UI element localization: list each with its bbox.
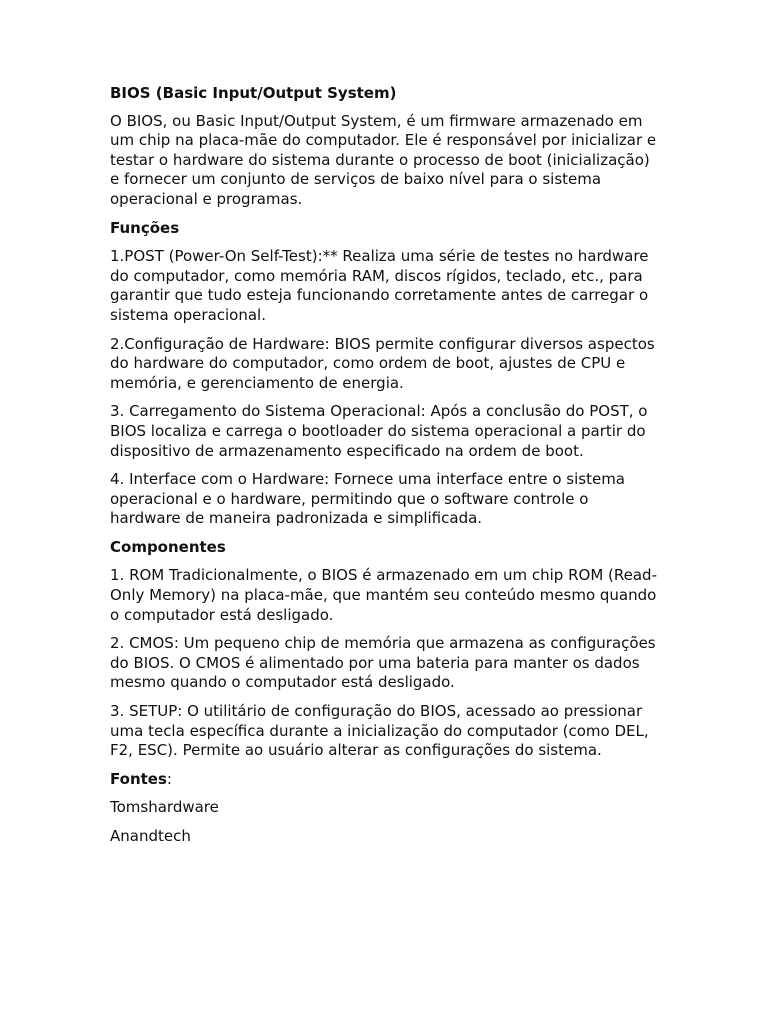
funcoes-heading: Funções [110,218,180,237]
funcoes-item-1: 1.POST (Power-On Self-Test):** Realiza uma série de testes no hardware do computador, como memória RAM, discos rígidos, teclado, etc., para garantir que tudo esteja funcionando corretamente antes de carregar o sistema operacional. [110,247,649,324]
fontes-colon: : [166,769,172,788]
fontes-item-1: Tomshardware [110,798,219,817]
componentes-item-1: 1. ROM Tradicionalmente, o BIOS é armazenado em um chip ROM (Read-Only Memory) na placa-mãe, que mantém seu conteúdo mesmo quando o computador está desligado. [110,566,657,624]
fontes-heading-line [110,770,660,790]
document-title: BIOS (Basic Input/Output System) [110,84,397,102]
funcoes-item-3: 3. Carregamento do Sistema Operacional: Após a conclusão do POST, o BIOS localiza e carrega o bootloader do sistema operacional a partir do dispositivo de armazenamento especificado na ordem de boot. [110,402,648,460]
funcoes-item-4: 4. Interface com o Hardware: Fornece uma interface entre o sistema operacional e o hardware, permitindo que o software controle o hardware de maneira padronizada e simplificada. [110,470,626,528]
funcoes-item-2: 2.Configuração de Hardware: BIOS permite configurar diversos aspectos do hardware do computador, como ordem de boot, ajustes de CPU e memória, e gerenciamento de energia. [110,334,655,392]
componentes-heading: Componentes [110,537,226,556]
componentes-item-2: 2. CMOS: Um pequeno chip de memória que armazena as configurações do BIOS. O CMOS é alimentado por uma bateria para manter os dados mesmo quando o computador está desligado. [110,634,656,692]
document-page [110,84,660,856]
componentes-item-3: 3. SETUP: O utilitário de configuração do BIOS, acessado ao pressionar uma tecla específica durante a inicialização do computador (como DEL, F2, ESC). Permite ao usuário alterar as configurações do sistema. [110,702,649,760]
fontes-heading: Fontes [110,769,167,788]
fontes-item-2: Anandtech [110,827,191,845]
intro-paragraph: O BIOS, ou Basic Input/Output System, é um firmware armazenado em um chip na placa-mãe do computador. Ele é responsável por inicializar e testar o hardware do sistema durante o processo de boot (inicialização) e fornecer um conjunto de serviços de baixo nível para o sistema operacional e programas. [110,111,657,208]
